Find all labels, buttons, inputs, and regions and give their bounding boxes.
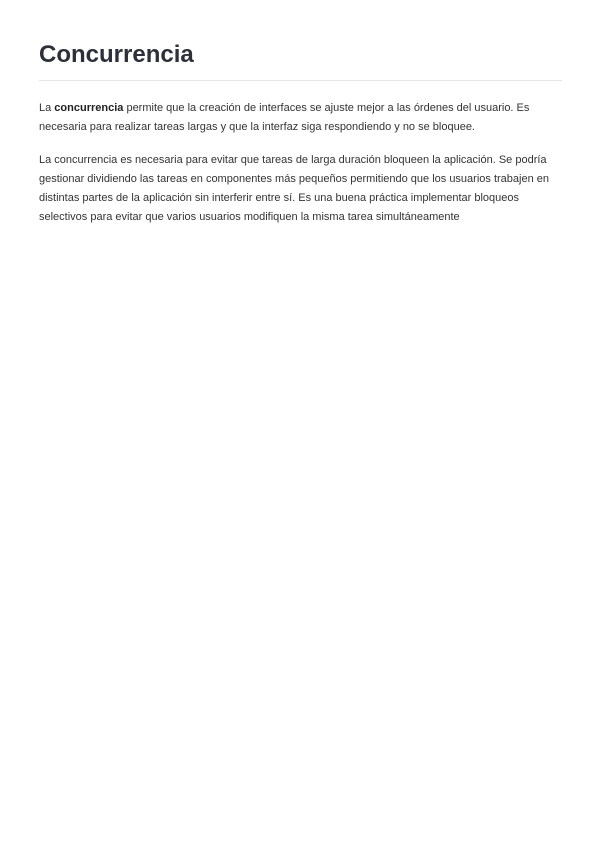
document-page — [39, 38, 562, 227]
page-title: Concurrencia — [39, 38, 562, 81]
keyword-concurrencia: concurrencia — [54, 102, 124, 114]
paragraph-intro — [39, 99, 562, 137]
paragraph-intro-rest: permite que la creación de interfaces se ajuste mejor a las órdenes del usuario. Es necesaria para realizar tareas largas y que la interfaz siga respondiendo y no se bloquee. — [39, 102, 530, 133]
paragraph-intro-start: La — [39, 102, 55, 114]
paragraph-details: La concurrencia es necesaria para evitar que tareas de larga duración bloqueen la aplicación. Se podría gestionar dividiendo las tareas en componentes más pequeños permitiendo que los usuarios trabajen en distintas partes de la aplicación sin interferir entre sí. Es una buena práctica implementar bloqueos selectivos para evitar que varios usuarios modifiquen la misma tarea simultáneamente — [39, 154, 549, 223]
